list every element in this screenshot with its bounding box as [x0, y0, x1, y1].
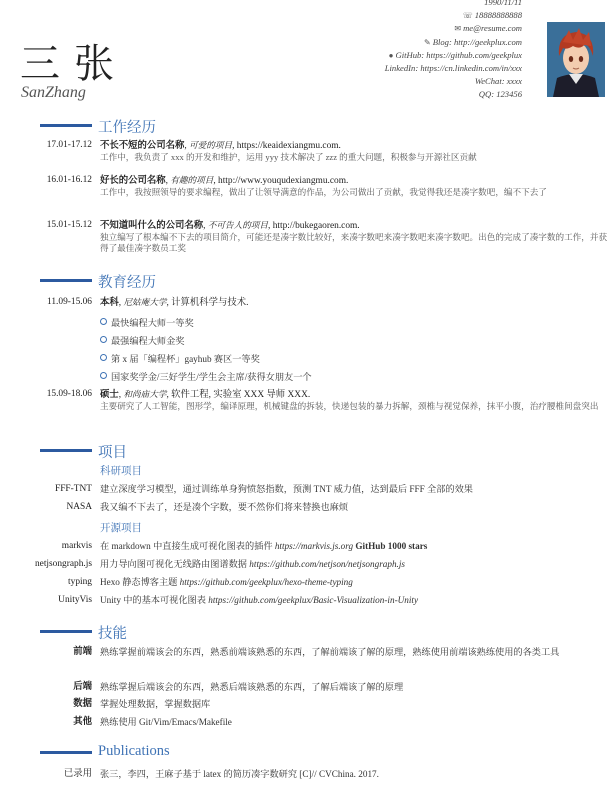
- project-note: 不可告人的项目: [207, 220, 268, 230]
- subsection-research: 科研项目: [100, 466, 142, 477]
- award-item: 第 x 届「编程杯」gayhub 赛区一等奖: [100, 351, 260, 365]
- work-date: 15.01-15.12: [46, 220, 92, 230]
- company-name: 好长的公司名称: [100, 176, 166, 186]
- project-stars: GitHub 1000 stars: [353, 541, 428, 551]
- project-url[interactable]: https://github.com/geekplux/hexo-theme-typing: [179, 577, 353, 587]
- education-date: 15.09-18.06: [46, 389, 92, 399]
- bullet-circle-icon: [100, 354, 107, 361]
- skill-desc: 熟练掌握后端该会的东西，熟悉后端该熟悉的东西，了解后端该了解的原理: [100, 682, 404, 692]
- contact-blog[interactable]: ✎ Blog: http://geekplux.com: [424, 36, 522, 47]
- degree: 硕士: [100, 390, 119, 400]
- major: , 计算机科学与技术.: [166, 298, 249, 308]
- github-icon: ●: [388, 50, 394, 60]
- company-name: 不长不短的公司名称: [100, 141, 185, 151]
- project-desc: 建立深度学习模型，通过训练单身狗愤怒指数，预测 TNT 威力值，达到最后 FFF 全部的效果: [100, 484, 473, 494]
- project-name: markvis: [61, 541, 92, 551]
- publication-status: 已录用: [63, 769, 92, 779]
- skill-name: 数据: [73, 699, 92, 709]
- section-title-skills: 技能: [98, 626, 127, 642]
- skill-name: 前端: [73, 647, 92, 657]
- school: 尼姑庵大学: [123, 297, 167, 307]
- contact-qq: QQ: 123456: [478, 89, 522, 100]
- resume-page: 三 张 SanZhang 1990/11/11 ☏ 18888888888 ✉ me@resume.com ✎ Blog: http://geekplux.com ● GitHub: https://github.com/geekplux LinkedIn: https://cn.linkedin.com/in/xxx WeChat: xxxx QQ: 123456 工作经历 17.01-17.12 不长不短的公司名称, 可爱的项目, https://keaidexiangmu.com. 工作中，我负责了 xxx 的开发和维护，运用 yyy 技术解决了 zzz 的重大问题，积极参与开源社区贡献 16.01-16.12 好长的公司名称, 有趣的项目, http://www.youqudexiangmu.com. 工作中，我按照领导的要求编程，做出了让领导满意的作品，为公司做出了贡献，我觉得我还是凑字数吧，编不下去了 15.01-15.12 不知道叫什么的公司名称, 不可告人的项目, http://bukegaoren.com. 独立编写了根本编不下去的项目简介，可能还是凑字数比较好，来凑字数吧来凑字数吧来凑字数吧。出色的完成了凑字数的工作，并获得了最佳凑字数员工奖 教育经历 11.09-15.06 本科, 尼姑庵大学, 计算机科学与技术. 最快编程大师一等奖 最强编程大师金奖 第 x 届「编程杯」gayhub 赛区一等奖 国家奖学金/三好学生/学生会主席/获得女朋友一个 15.09-18.06 硕士, 和尚庙大学, 软件工程, 实验室 XXX 导师 XXX. 主要研究了人工智能，图形学，编译原理，机械键盘的拆装，快递包装的暴力拆解，颈椎与视觉保养，抹平小腹，治疗腰椎间盘突出 项目 科研项目 FFF-TNT 建立深度学习模型，通过训练单身狗愤怒指数，预测 TNT 威力值，达到最后 FFF 全部的效果 NASA 我又编不下去了，还是凑个字数，要不然你们将来替换也麻烦 开源项目 markvis 在 markdown 中直接生成可视化图表的插件 https://markvis.js.org GitHub 1000 stars netjsongraph.js 用力导向图可视化无线路由图谱数据 https://github.com/netjson/netjsongraph.js typing Hexo 静态博客主题 https://github.com/geekplux/hexo-theme-typing UnityVis Unity 中的基本可视化图表 https://github.com/geekplux/Basic-Visualization-in-Unity 技能 前端 熟练掌握前端该会的东西，熟悉前端该熟悉的东西，了解前端该了解的原理，熟练使用前端该熟练使用的各类工具 后端 熟练掌握后端该会的东西，熟悉后端该熟悉的东西，了解后端该了解的原理 数据 掌握处理数据，掌握数据库 其他 熟练使用 Git/Vim/Emacs/Makefile Publications 已录用 张三，李四，王麻子基于 latex 的简历凑字数研究 [C]// CVChina. 2017.: [0, 0, 615, 792]
- project-desc: Unity 中的基本可视化图表: [100, 595, 209, 605]
- company-name: 不知道叫什么的公司名称: [100, 221, 204, 231]
- project-desc: Hexo 静态博客主题: [100, 577, 180, 587]
- project-desc: 在 markdown 中直接生成可视化图表的插件: [100, 541, 275, 551]
- skill-name: 后端: [73, 682, 92, 692]
- award-item: 国家奖学金/三好学生/学生会主席/获得女朋友一个: [100, 369, 312, 383]
- project-note: 有趣的项目: [170, 175, 214, 185]
- project-name: netjsongraph.js: [34, 559, 92, 569]
- skill-name: 其他: [73, 717, 92, 727]
- work-date: 16.01-16.12: [46, 175, 92, 185]
- publication-text: 张三，李四，王麻子基于 latex 的简历凑字数研究 [C]// CVChina. 2017.: [100, 769, 379, 779]
- contact-birthday: 1990/11/11: [484, 0, 522, 7]
- contact-linkedin[interactable]: LinkedIn: https://cn.linkedin.com/in/xxx: [384, 63, 522, 74]
- section-bar: [40, 279, 92, 282]
- avatar: [547, 22, 605, 97]
- project-url[interactable]: https://github.com/geekplux/Basic-Visualization-in-Unity: [208, 595, 419, 605]
- project-url[interactable]: https://markvis.js.org: [274, 541, 354, 551]
- school: 和尚庙大学: [123, 389, 167, 399]
- contact-github[interactable]: ● GitHub: https://github.com/geekplux: [388, 49, 522, 60]
- skill-desc: 熟练使用 Git/Vim/Emacs/Makefile: [100, 717, 232, 727]
- email-icon: ✉: [454, 24, 462, 34]
- section-title-projects: 项目: [98, 445, 127, 461]
- name-english: SanZhang: [21, 84, 86, 101]
- section-bar: [40, 751, 92, 754]
- contact-info: [383, 0, 522, 102]
- work-desc: 独立编写了根本编不下去的项目简介，可能还是凑字数比较好，来凑字数吧来凑字数吧来凑字数吧。出色的完成了凑字数的工作，并获得了最佳凑字数员工奖: [100, 232, 608, 253]
- education-date: 11.09-15.06: [47, 297, 92, 307]
- bullet-circle-icon: [100, 318, 107, 325]
- section-title-education: 教育经历: [98, 275, 156, 291]
- contact-email[interactable]: ✉ me@resume.com: [454, 23, 522, 34]
- bullet-circle-icon: [100, 336, 107, 343]
- section-bar: [40, 630, 92, 633]
- contact-wechat: WeChat: xxxx: [474, 76, 522, 87]
- project-url[interactable]: , https://keaidexiangmu.com.: [232, 141, 341, 151]
- phone-icon: ☏: [462, 11, 473, 21]
- contact-phone: ☏ 18888888888: [462, 10, 522, 21]
- work-desc: 工作中，我负责了 xxx 的开发和维护，运用 yyy 技术解决了 zzz 的重大问题，积极参与开源社区贡献: [100, 152, 477, 162]
- work-date: 17.01-17.12: [46, 140, 92, 150]
- name-chinese: 三 张: [20, 41, 116, 86]
- section-title-publications: Publications: [98, 743, 170, 759]
- avatar-illustration: [547, 22, 605, 97]
- section-bar: [40, 124, 92, 127]
- project-name: typing: [68, 577, 92, 587]
- project-url[interactable]: https://github.com/netjson/netjsongraph.js: [249, 559, 405, 569]
- project-name: UnityVis: [58, 595, 92, 605]
- blog-icon: ✎: [424, 37, 431, 47]
- subsection-opensource: 开源项目: [100, 523, 142, 534]
- project-name: FFF-TNT: [55, 484, 92, 494]
- section-bar: [40, 449, 92, 452]
- award-item: 最强编程大师金奖: [100, 333, 185, 347]
- project-desc: 我又编不下去了，还是凑个字数，要不然你们将来替换也麻烦: [100, 502, 349, 512]
- degree: 本科: [100, 298, 119, 308]
- section-title-work: 工作经历: [98, 120, 156, 136]
- major: , 软件工程, 实验室 XXX 导师 XXX.: [166, 390, 311, 400]
- project-name: NASA: [66, 502, 92, 512]
- award-item: 最快编程大师一等奖: [100, 315, 194, 329]
- project-url[interactable]: , http://bukegaoren.com.: [268, 221, 360, 231]
- skill-desc: 掌握处理数据，掌握数据库: [100, 699, 211, 709]
- project-note: 可爱的项目: [189, 140, 233, 150]
- education-desc: 主要研究了人工智能，图形学，编译原理，机械键盘的拆装，快递包装的暴力拆解，颈椎与视觉保养，抹平小腹，治疗腰椎间盘突出: [100, 401, 599, 411]
- project-desc: 用力导向图可视化无线路由图谱数据: [100, 559, 250, 569]
- work-desc: 工作中，我按照领导的要求编程，做出了让领导满意的作品，为公司做出了贡献，我觉得我还是凑字数吧，编不下去了: [100, 187, 547, 197]
- skill-desc: 熟练掌握前端该会的东西，熟悉前端该熟悉的东西，了解前端该了解的原理，熟练使用前端该熟练使用的各类工具: [100, 647, 560, 657]
- bullet-circle-icon: [100, 372, 107, 379]
- project-url[interactable]: , http://www.youqudexiangmu.com.: [213, 176, 349, 186]
